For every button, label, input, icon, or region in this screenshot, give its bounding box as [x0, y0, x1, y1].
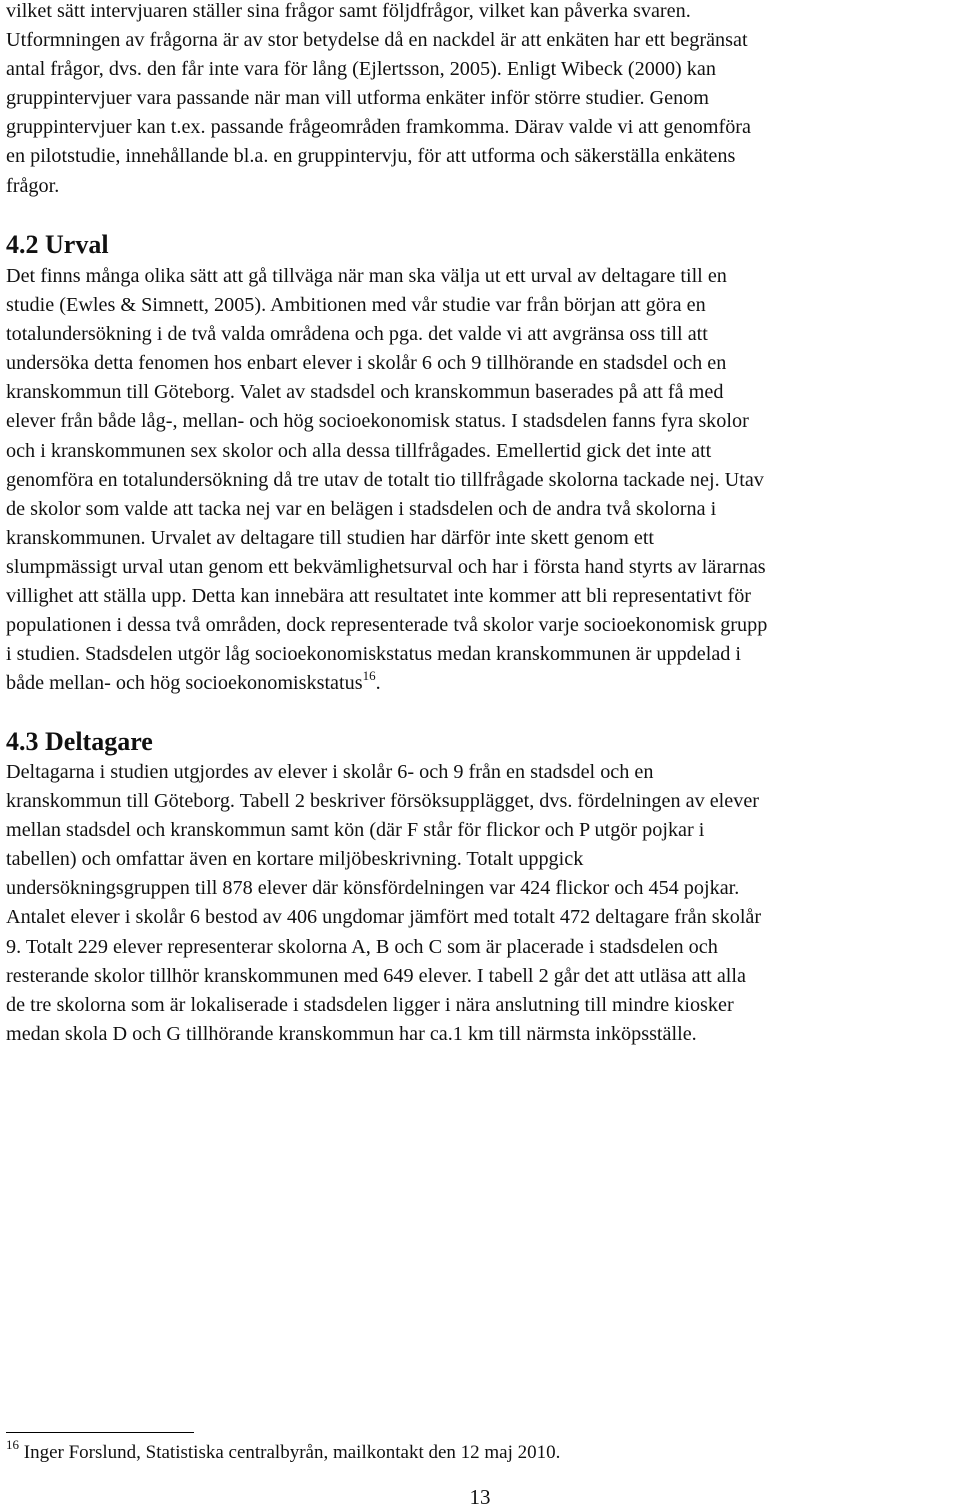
paragraph-line: undersöka detta fenomen hos enbart elever i skolår 6 och 9 tillhörande en stadsdel och en: [6, 352, 727, 375]
paragraph-line: kranskommun till Göteborg. Tabell 2 beskriver försöksupplägget, dvs. fördelningen av elever: [6, 790, 760, 813]
paragraph-line: vilket sätt intervjuaren ställer sina frågor samt följdfrågor, vilket kan påverka svaren.: [6, 0, 691, 22]
paragraph-line: villighet att ställa upp. Detta kan innebära att resultatet inte kommer att bli representativt för: [6, 585, 752, 608]
intro-paragraph: [6, 0, 751, 201]
paragraph-line: Utformningen av frågorna är av stor betydelse då en nackdel är att enkäten har ett begränsat: [6, 29, 748, 52]
paragraph-line: undersökningsgruppen till 878 elever där könsfördelningen var 424 flickor och 454 pojkar.: [6, 877, 740, 900]
paragraph-line: kranskommunen. Urvalet av deltagare till studien har därför inte skett genom ett: [6, 526, 655, 549]
urval-paragraph: [6, 262, 767, 698]
section-heading-urval: 4.2 Urval: [6, 230, 109, 259]
paragraph-line: totalundersökning i de två valda områdena och pga. det valde vi att avgränsa oss till att: [6, 323, 708, 346]
deltagare-paragraph: [6, 758, 761, 1049]
paragraph-line: antal frågor, dvs. den får inte vara för lång (Ejlertsson, 2005). Enligt Wibeck (2000) kan: [6, 58, 716, 81]
footnote-text: Inger Forslund, Statistiska centralbyrån, mailkontakt den 12 maj 2010.: [19, 1442, 561, 1463]
footnote-number: 16: [6, 1437, 19, 1452]
paragraph-line: Deltagarna i studien utgjordes av elever i skolår 6- och 9 från en stadsdel och en: [6, 761, 654, 783]
paragraph-text: både mellan- och hög socioekonomiskstatus: [6, 672, 363, 695]
paragraph-line: en pilotstudie, innehållande bl.a. en gruppintervju, för att utforma och säkerställa enkätens: [6, 145, 736, 168]
footnote: [6, 1437, 561, 1465]
paragraph-line: frågor.: [6, 174, 60, 197]
paragraph-line: mellan stadsdel och kranskommun samt kön (där F står för flickor och P utgör pojkar i: [6, 819, 705, 842]
paragraph-line: gruppintervjuer kan t.ex. passande frågeområden framkomma. Därav valde vi att genomföra: [6, 116, 751, 139]
footnote-divider: [6, 1432, 194, 1433]
footnote-reference[interactable]: 16: [362, 668, 376, 684]
paragraph-line: resterande skolor tillhör kranskommunen med 649 elever. I tabell 2 går det att utläsa att alla: [6, 964, 746, 987]
paragraph-line: genomföra en totalundersökning då tre utav de totalt tio tillfrågade skolorna tackade nej. Utav: [6, 468, 764, 491]
paragraph-line: Det finns många olika sätt att gå tillväga när man ska välja ut ett urval av deltagare till en: [6, 265, 727, 287]
paragraph-line: Antalet elever i skolår 6 bestod av 406 ungdomar jämfört med totalt 472 deltagare från skolår: [6, 906, 762, 929]
paragraph-line: elever från både låg-, mellan- och hög socioekonomisk status. I stadsdelen fanns fyra skolor: [6, 410, 749, 433]
paragraph-line: slumpmässigt urval utan genom ett bekvämlighetsurval och har i första hand styrts av lärarnas: [6, 555, 766, 578]
paragraph-line-with-footnote: [6, 669, 767, 698]
page-number: 13: [469, 1485, 491, 1509]
paragraph-line: 9. Totalt 229 elever representerar skolorna A, B och C som är placerade i stadsdelen och: [6, 935, 718, 958]
paragraph-line: tabellen) och omfattar även en kortare miljöbeskrivning. Totalt uppgick: [6, 848, 584, 871]
paragraph-line: gruppintervjuer vara passande när man vill utforma enkäter inför större studier. Genom: [6, 87, 709, 110]
paragraph-text-end: .: [375, 672, 381, 695]
paragraph-line: kranskommun till Göteborg. Valet av stadsdel och kranskommun baserades på att få med: [6, 381, 724, 404]
section-heading-deltagare: 4.3 Deltagare: [6, 727, 153, 756]
paragraph-line: de tre skolorna som är lokaliserade i stadsdelen ligger i nära anslutning till mindre kiosker: [6, 993, 734, 1016]
paragraph-line: medan skola D och G tillhörande kranskommun har ca.1 km till närmsta inköpsställe.: [6, 1022, 697, 1045]
paragraph-line: i studien. Stadsdelen utgör låg socioekonomiskstatus medan kranskommunen är uppdelad i: [6, 643, 742, 666]
paragraph-line: studie (Ewles & Simnett, 2005). Ambitionen med vår studie var från början att göra en: [6, 294, 706, 317]
paragraph-line: populationen i dessa två områden, dock representerade två skolor varje socioekonomisk grupp: [6, 614, 768, 637]
paragraph-line: de skolor som valde att tacka nej var en belägen i stadsdelen och de andra två skolorna i: [6, 497, 717, 520]
paragraph-line: och i kranskommunen sex skolor och alla dessa tillfrågades. Emellertid gick det inte att: [6, 439, 712, 462]
